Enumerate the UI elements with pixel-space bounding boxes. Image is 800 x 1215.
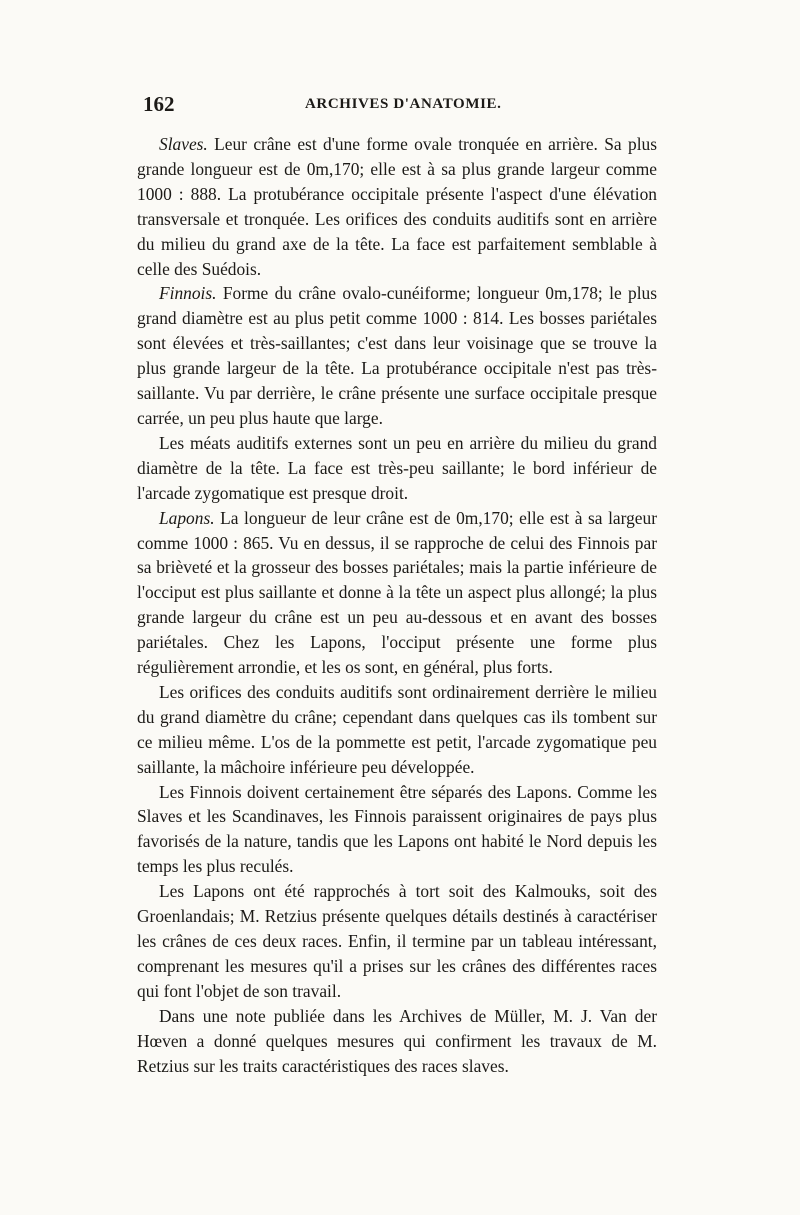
paragraph-note-muller	[137, 1004, 657, 1079]
paragraph-text: Dans une note publiée dans les Archives de Müller, M. J. Van der Hœven a donné quelques mesures qui confirment les travaux de M. Retzius sur les traits caractéristiques des races slaves.	[137, 1005, 657, 1076]
section-lead-slaves: Slaves.	[159, 134, 208, 154]
body-text	[137, 132, 657, 1078]
paragraph-retzius	[137, 879, 657, 1004]
paragraph-text: Les Lapons ont été rapprochés à tort soit des Kalmouks, soit des Groenlandais; M. Retzius présente quelques détails destinés à caractériser les crânes de ces deux races. Enfin, il termine par un tableau intéressant, comprenant les mesures qu'il a prises sur les crânes des différentes races qui font l'objet de son travail.	[137, 881, 657, 1001]
section-lead-finnois: Finnois.	[159, 283, 217, 304]
paragraph-text: Les orifices des conduits auditifs sont ordinairement derrière le milieu du grand diamètre du crâne; cependant dans quelques cas ils tombent sur ce milieu même. L'os de la pommette est petit, l'arcade zygomatique peu saillante, la mâchoire inférieure peu développée.	[137, 681, 657, 777]
paragraph-orifices	[137, 680, 657, 780]
paragraph-text: Les Finnois doivent certainement être séparés des Lapons. Comme les Slaves et les Scandinaves, les Finnois paraissent originaires de pays plus favorisés de la nature, tandis que les Lapons ont habité le Nord depuis les temps les plus reculés.	[137, 781, 657, 877]
paragraph-text: La longueur de leur crâne est de 0m,170; elle est à sa largeur comme 1000 : 865. Vu en dessus, il se rapproche de celui des Finnois par sa brièveté et la grosseur des bosses pariétales; mais la partie inférieure de l'occiput est plus saillante et donne à la tête un aspect plus allongé; la plus grande largeur du crâne est un peu au-dessous et en avant des bosses pariétales. Chez les Lapons, l'occiput présente une forme plus régulièrement arrondie, et les os sont, en général, plus forts.	[137, 507, 657, 678]
book-page	[137, 92, 657, 1078]
paragraph-slaves	[137, 132, 657, 281]
paragraph-finnois	[137, 281, 657, 430]
page-header	[137, 92, 657, 132]
paragraph-text: Les méats auditifs externes sont un peu en arrière du milieu du grand diamètre de la tête. La face est très-peu saillante; le bord inférieur de l'arcade zygomatique est presque droit.	[137, 432, 657, 503]
paragraph-finnois-lapons	[137, 780, 657, 880]
section-lead-lapons: Lapons.	[159, 507, 215, 528]
paragraph-text: Forme du crâne ovalo-cunéiforme; longueur 0m,178; le plus grand diamètre est au plus petit comme 1000 : 814. Les bosses pariétales sont élevées et très-saillantes; c'est dans leur voisinage que se trouve la plus grande largeur de la tête. La protubérance occipitale n'est pas très-saillante. Vu par derrière, le crâne présente une surface occipitale presque carrée, un peu plus haute que large.	[137, 283, 657, 428]
paragraph-meats-auditifs	[137, 431, 657, 506]
paragraph-text: Leur crâne est d'une forme ovale tronquée en arrière. Sa plus grande longueur est de 0m,170; elle est à sa plus grande largeur comme 1000 : 888. La protubérance occipitale présente l'aspect d'une élévation transversale et tronquée. Les orifices des conduits auditifs sont en arrière du milieu du grand axe de la tête. La face est parfaitement semblable à celle des Suédois.	[137, 134, 657, 279]
paragraph-lapons	[137, 506, 657, 680]
page-number: 162	[143, 92, 175, 116]
running-head: ARCHIVES D'ANATOMIE.	[305, 96, 502, 112]
